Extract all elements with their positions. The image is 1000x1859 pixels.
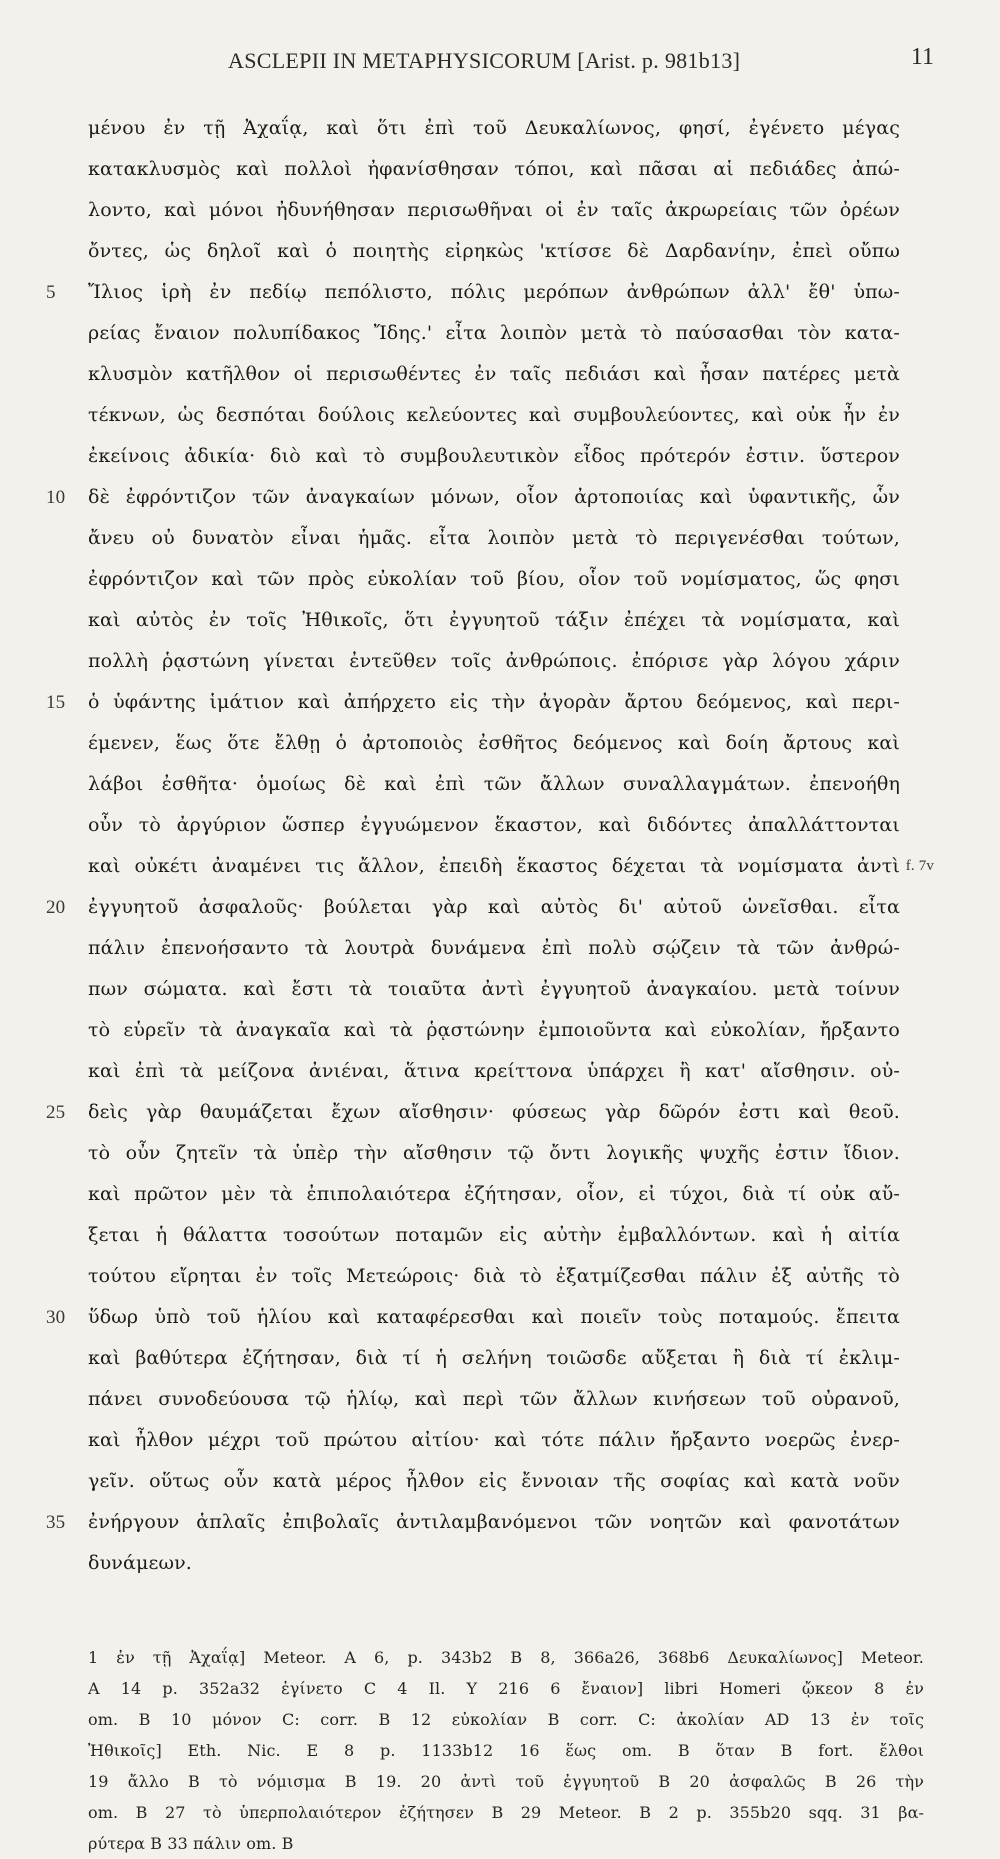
- text-line: [88, 1133, 900, 1174]
- text-line: [88, 1174, 900, 1215]
- line-text: πάνει συνοδεύουσα τῷ ἡλίῳ, καὶ περὶ τῶν ἄλλων κινήσεων τοῦ οὐρανοῦ,: [88, 1388, 900, 1410]
- text-line: [88, 846, 934, 887]
- text-line: [46, 477, 900, 518]
- line-text: πολλὴ ῥᾳστώνη γίνεται ἐντεῦθεν τοῖς ἀνθρώποις. ἐπόρισε γὰρ λόγου χάριν: [88, 650, 900, 672]
- line-text: ὕδωρ ὑπὸ τοῦ ἡλίου καὶ καταφέρεσθαι καὶ ποιεῖν τοὺς ποταμούς. ἔπειτα: [88, 1306, 900, 1328]
- line-text: πων σώματα. καὶ ἔστι τὰ τοιαῦτα ἀντὶ ἐγγυητοῦ ἀναγκαίου. μετὰ τοίνυν: [88, 978, 900, 1000]
- line-text: τέκνων, ὡς δεσπόται δούλοις κελεύοντες καὶ συμβουλεύοντες, καὶ οὐκ ἦν ἐν: [88, 404, 900, 426]
- line-text: λοντο, καὶ μόνοι ἠδυνήθησαν περισωθῆναι οἱ ἐν ταῖς ἀκρωρείαις τῶν ὀρέων: [88, 199, 900, 221]
- line-text: δυνάμεων.: [88, 1552, 192, 1574]
- line-text: πάλιν ἐπενοήσαντο τὰ λουτρὰ δυνάμενα ἐπὶ πολὺ σῴζειν τὰ τῶν ἀνθρώ-: [88, 937, 900, 959]
- line-text: Ἴλιος ἱρὴ ἐν πεδίῳ πεπόλιστο, πόλις μερόπων ἀνθρώπων ἀλλ' ἔθ' ὑπω-: [88, 281, 900, 303]
- line-number: 30: [46, 1307, 66, 1328]
- text-line: [88, 1338, 900, 1379]
- folio-margin-note: f. 7v: [905, 858, 934, 874]
- apparatus-line: 1 ἐν τῇ Ἀχαΐᾳ] Meteor. A 6, p. 343b2 B 8, 366a26, 368b6 Δευκαλίωνος] Meteor.: [88, 1648, 924, 1667]
- text-line: [88, 395, 900, 436]
- line-number: 25: [46, 1102, 66, 1123]
- line-text: τὸ οὖν ζητεῖν τὰ ὑπὲρ τὴν αἴσθησιν τῷ ὄντι λογικῆς ψυχῆς ἐστιν ἴδιον.: [88, 1142, 900, 1164]
- main-text: [46, 108, 934, 1584]
- text-line: [88, 354, 900, 395]
- line-text: καὶ ἐπὶ τὰ μείζονα ἀνιέναι, ἅτινα κρείττονα ὑπάρχει ἢ κατ' αἴσθησιν. οὐ-: [88, 1060, 900, 1082]
- text-line: [88, 436, 900, 477]
- line-text: καὶ αὐτὸς ἐν τοῖς Ἠθικοῖς, ὅτι ἐγγυητοῦ τάξιν ἐπέχει τὰ νομίσματα, καὶ: [88, 609, 900, 631]
- text-line: [88, 231, 900, 272]
- line-number: 15: [46, 692, 66, 713]
- text-line: [88, 1461, 900, 1502]
- line-text: καὶ ἦλθον μέχρι τοῦ πρώτου αἰτίου· καὶ τότε πάλιν ἤρξαντο νοερῶς ἐνερ-: [88, 1429, 900, 1451]
- text-line: [88, 108, 900, 149]
- line-text: ὁ ὑφάντης ἱμάτιον καὶ ἀπήρχετο εἰς τὴν ἀγορὰν ἄρτου δεόμενος, καὶ περι-: [88, 691, 900, 713]
- line-text: ἄνευ οὐ δυνατὸν εἶναι ἡμᾶς. εἶτα λοιπὸν μετὰ τὸ περιγενέσθαι τούτων,: [88, 527, 900, 549]
- line-number: 35: [46, 1512, 66, 1533]
- text-line: [88, 1543, 900, 1584]
- apparatus-line: ρύτερα B 33 πάλιν om. B: [88, 1834, 294, 1853]
- text-line: [88, 641, 900, 682]
- text-line: [88, 1215, 900, 1256]
- line-text: ἐκείνοις ἀδικία· διὸ καὶ τὸ συμβουλευτικὸν εἶδος πρότερόν ἐστιν. ὕστερον: [88, 445, 900, 467]
- apparatus-line: om. B 27 τὸ ὑπερπολαιότερον ἐζήτησεν B 29 Meteor. B 2 p. 355b20 sqq. 31 βα-: [88, 1803, 924, 1822]
- running-head: [88, 40, 934, 80]
- line-text: καὶ οὐκέτι ἀναμένει τις ἄλλον, ἐπειδὴ ἕκαστος δέχεται τὰ νομίσματα ἀντὶ: [88, 855, 900, 877]
- line-text: ὄντες, ὡς δηλοῖ καὶ ὁ ποιητὴς εἰρηκὼς 'κτίσσε δὲ Δαρδανίην, ἐπεὶ οὔπω: [88, 240, 900, 262]
- line-number: 20: [46, 897, 66, 918]
- text-line: [88, 313, 900, 354]
- text-line: [88, 149, 900, 190]
- line-text: καὶ βαθύτερα ἐζήτησαν, διὰ τί ἡ σελήνη τοιῶσδε αὔξεται ἢ διὰ τί ἐκλιμ-: [88, 1347, 900, 1369]
- text-line: [88, 723, 900, 764]
- line-text: γεῖν. οὕτως οὖν κατὰ μέρος ἦλθον εἰς ἔννοιαν τῆς σοφίας καὶ κατὰ νοῦν: [88, 1470, 900, 1492]
- apparatus-line: 19 ἄλλο B τὸ νόμισμα B 19. 20 ἀντὶ τοῦ ἐγγυητοῦ B 20 ἀσφαλῶς B 26 τὴν: [88, 1772, 924, 1791]
- text-line: [46, 1297, 900, 1338]
- text-line: [46, 272, 900, 313]
- line-text: δὲ ἐφρόντιζον τῶν ἀναγκαίων μόνων, οἷον ἀρτοποιίας καὶ ὑφαντικῆς, ὧν: [88, 486, 900, 508]
- text-line: [46, 682, 900, 723]
- text-line: [88, 764, 900, 805]
- text-line: [88, 1256, 900, 1297]
- text-line: [46, 1092, 900, 1133]
- text-line: [88, 559, 900, 600]
- text-line: [46, 1502, 900, 1543]
- line-number: 5: [46, 282, 56, 303]
- text-line: [88, 1051, 900, 1092]
- line-text: ἐφρόντιζον καὶ τῶν πρὸς εὐκολίαν τοῦ βίου, οἷον τοῦ νομίσματος, ὥς φησι: [88, 568, 900, 590]
- line-text: δεὶς γὰρ θαυμάζεται ἔχων αἴσθησιν· φύσεως γὰρ δῶρόν ἐστι καὶ θεοῦ.: [88, 1101, 900, 1123]
- line-text: καὶ πρῶτον μὲν τὰ ἐπιπολαιότερα ἐζήτησαν, οἷον, εἰ τύχοι, διὰ τί οὐκ αὔ-: [88, 1183, 900, 1205]
- text-line: [88, 928, 900, 969]
- line-text: κλυσμὸν κατῆλθον οἱ περισωθέντες ἐν ταῖς πεδιάσι καὶ ἦσαν πατέρες μετὰ: [88, 363, 900, 385]
- line-text: κατακλυσμὸς καὶ πολλοὶ ἠφανίσθησαν τόποι, καὶ πᾶσαι αἱ πεδιάδες ἀπώ-: [88, 158, 900, 180]
- text-line: [88, 518, 900, 559]
- text-line: [88, 805, 900, 846]
- text-line: [46, 887, 900, 928]
- line-text: ἐνήργουν ἁπλαῖς ἐπιβολαῖς ἀντιλαμβανόμενοι τῶν νοητῶν καὶ φανοτάτων: [88, 1511, 900, 1533]
- line-text: ρείας ἔναιον πολυπίδακος Ἴδης.' εἶτα λοιπὸν μετὰ τὸ παύσασθαι τὸν κατα-: [88, 322, 900, 344]
- line-text: τούτου εἴρηται ἐν τοῖς Μετεώροις· διὰ τὸ ἐξατμίζεσθαι πάλιν ἐξ αὐτῆς τὸ: [88, 1265, 900, 1287]
- line-number: 10: [46, 487, 66, 508]
- critical-apparatus: [88, 1642, 924, 1859]
- line-text: ἐγγυητοῦ ἀσφαλοῦς· βούλεται γὰρ καὶ αὐτὸς δι' αὐτοῦ ὠνεῖσθαι. εἶτα: [88, 896, 900, 918]
- line-text: μένου ἐν τῇ Ἀχαΐᾳ, καὶ ὅτι ἐπὶ τοῦ Δευκαλίωνος, φησί, ἐγένετο μέγας: [88, 117, 900, 139]
- apparatus-line: om. B 10 μόνον C: corr. B 12 εὐκολίαν B corr. C: ἀκολίαν AD 13 ἐν τοῖς: [88, 1710, 924, 1729]
- line-text: έμενεν, ἕως ὅτε ἔλθῃ ὁ ἀρτοποιὸς ἐσθῆτος δεόμενος καὶ δοίη ἄρτους καὶ: [88, 732, 900, 754]
- line-text: ξεται ἡ θάλαττα τοσούτων ποταμῶν εἰς αὐτὴν ἐμβαλλόντων. καὶ ἡ αἰτία: [88, 1224, 900, 1246]
- line-text: οὖν τὸ ἀργύριον ὥσπερ ἐγγυώμενον ἕκαστον, καὶ διδόντες ἀπαλλάττονται: [88, 814, 900, 836]
- text-line: [88, 969, 900, 1010]
- apparatus-line: Ἠθικοῖς] Eth. Nic. E 8 p. 1133b12 16 ἕως om. B ὅταν B fort. ἔλθοι: [88, 1741, 924, 1760]
- text-line: [88, 1379, 900, 1420]
- line-text: τὸ εὑρεῖν τὰ ἀναγκαῖα καὶ τὰ ῥᾳστώνην ἐμποιοῦντα καὶ εὐκολίαν, ἤρξαντο: [88, 1019, 900, 1041]
- text-line: [88, 600, 900, 641]
- text-line: [88, 190, 900, 231]
- line-text: λάβοι ἐσθῆτα· ὁμοίως δὲ καὶ ἐπὶ τῶν ἄλλων συναλλαγμάτων. ἐπενοήθη: [88, 773, 900, 795]
- text-line: [88, 1420, 900, 1461]
- text-line: [88, 1010, 900, 1051]
- running-title: ASCLEPII IN METAPHYSICORUM [Arist. p. 981b13]: [228, 48, 741, 73]
- apparatus-line: A 14 p. 352a32 ἐγίνετο C 4 Il. Y 216 6 ἔναιον] libri Homeri ᾤκεον 8 ἐν: [88, 1679, 924, 1698]
- page-number: 11: [910, 44, 934, 70]
